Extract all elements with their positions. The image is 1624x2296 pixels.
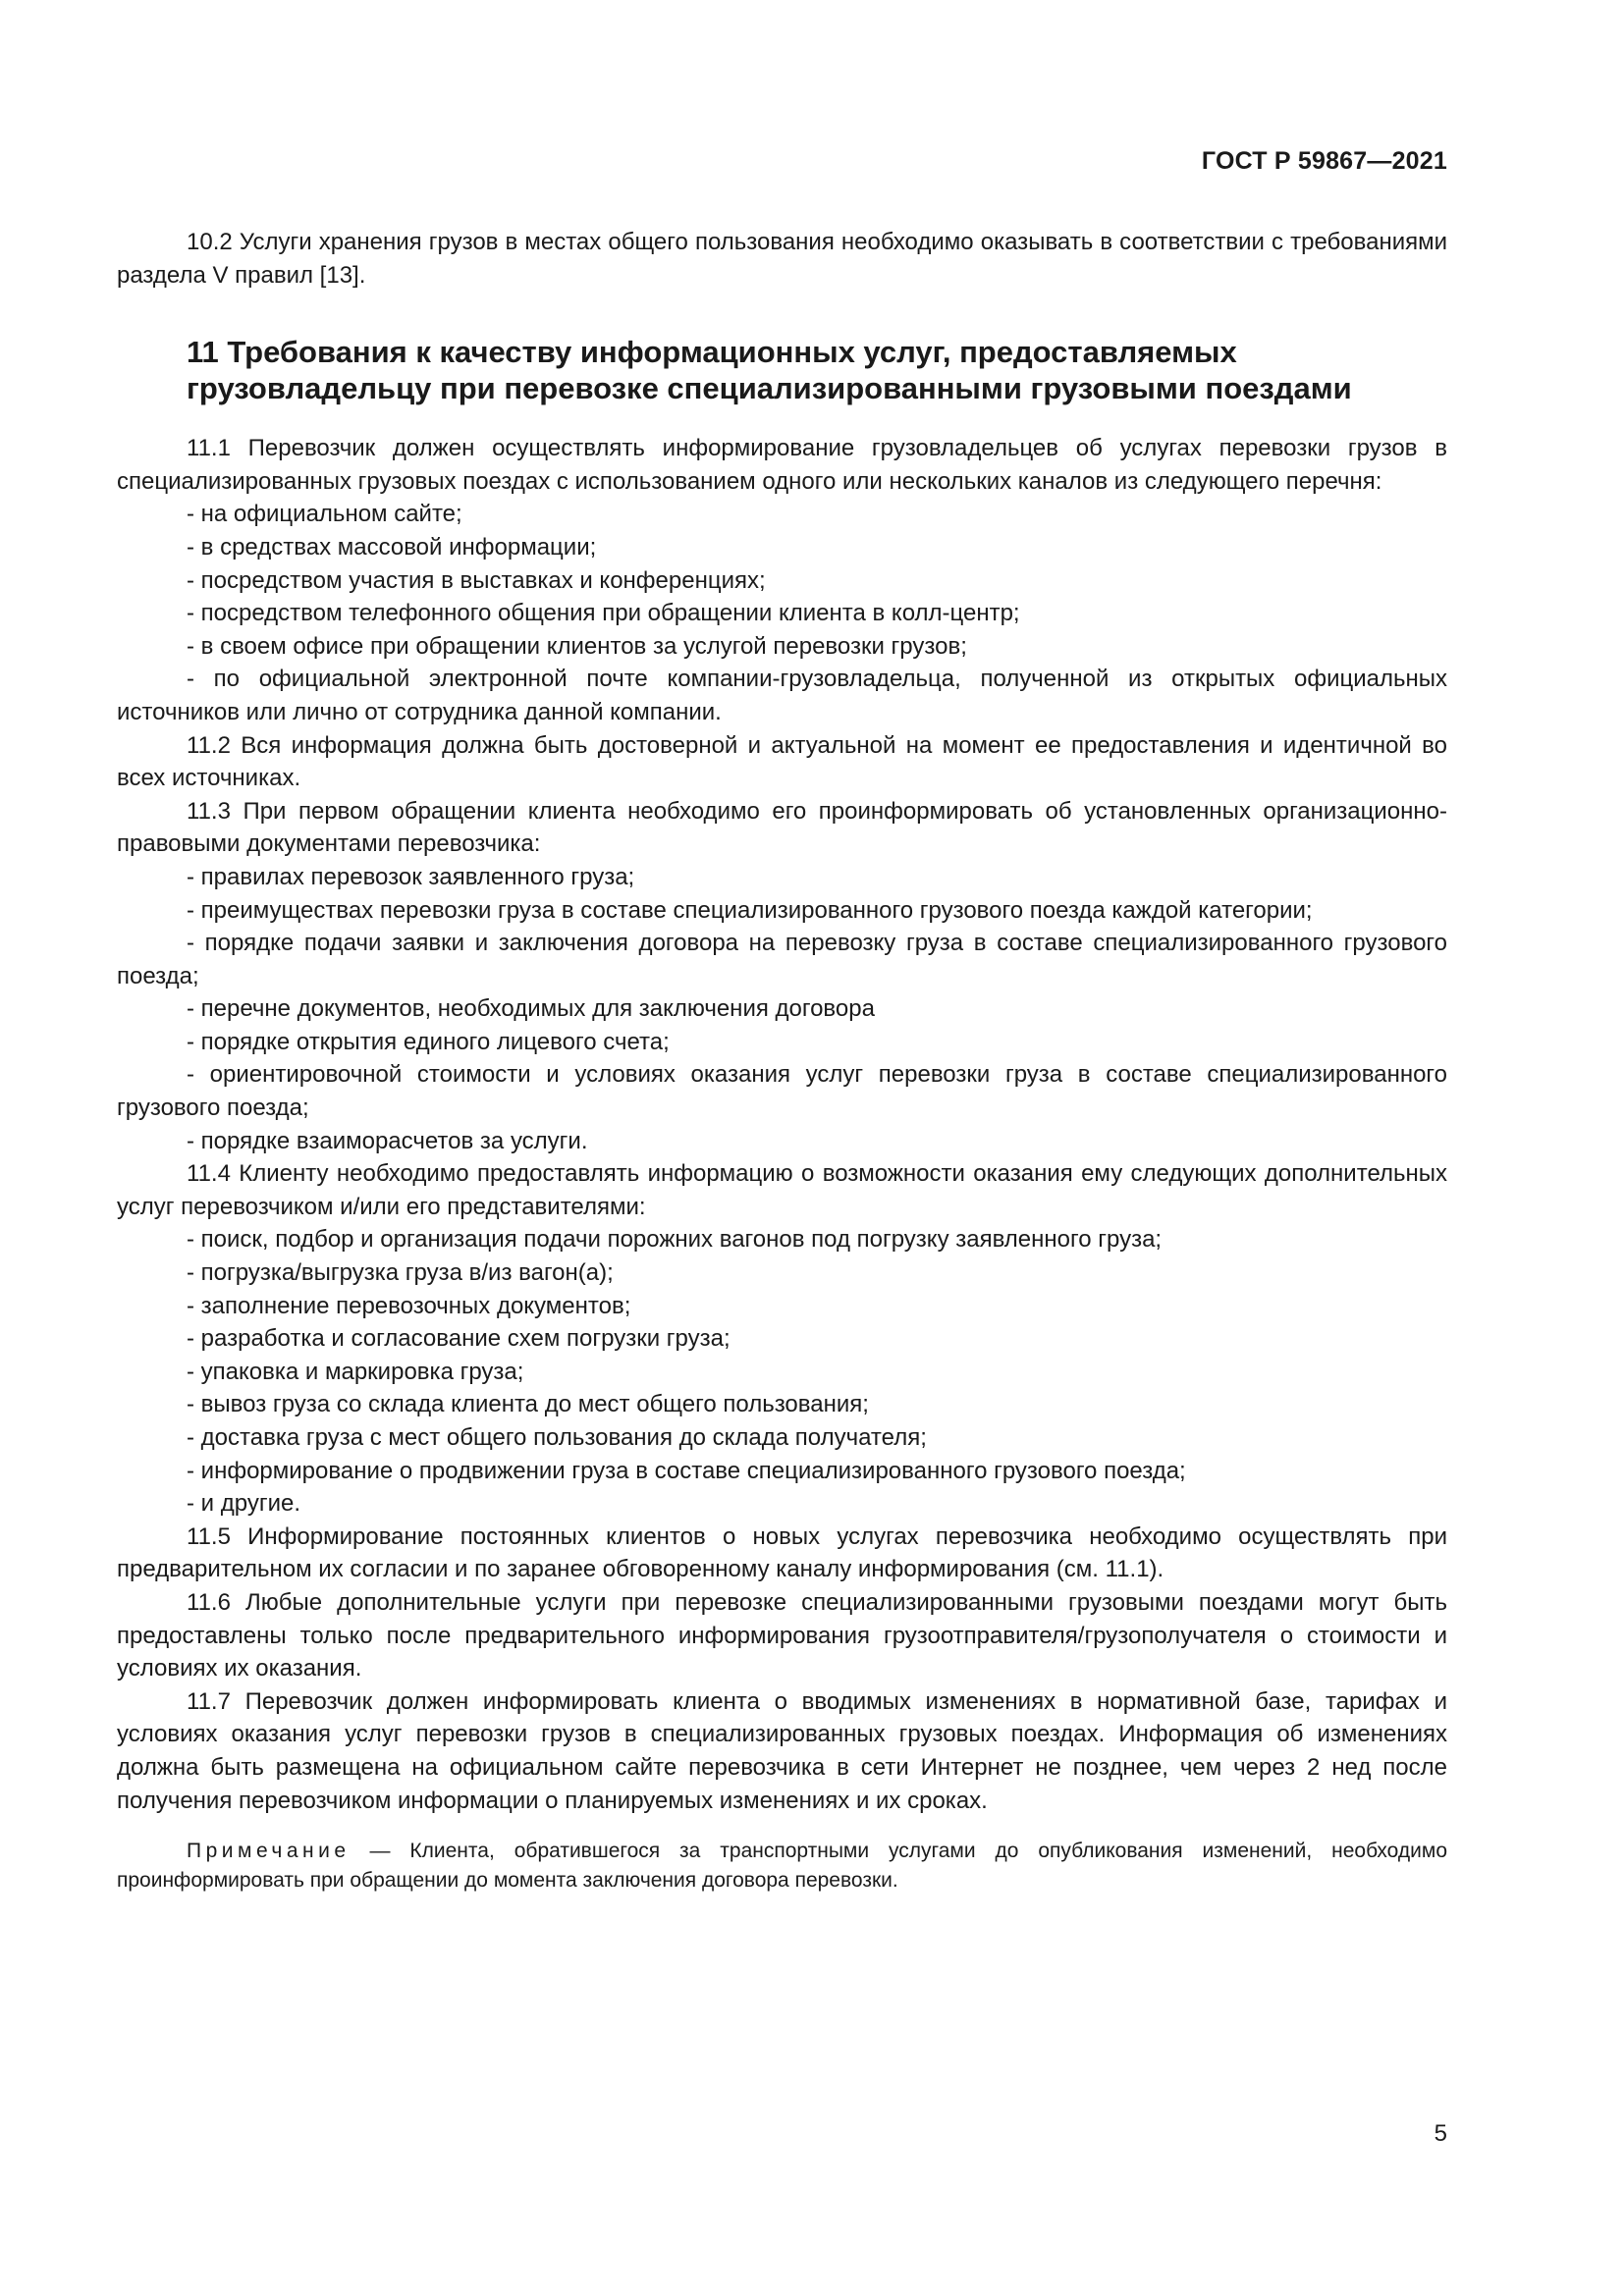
paragraph-11-5: 11.5 Информирование постоянных клиентов о новых услугах перевозчика необходимо осуществлять при предварительном их согласии и по заранее обговоренному каналу информирования (см. 11.1). — [117, 1522, 1447, 1583]
list-item: - порядке подачи заявки и заключения договора на перевозку груза в составе специализированного грузового поезда; — [117, 930, 1447, 989]
paragraph-11-7: 11.7 Перевозчик должен информировать клиента о вводимых изменениях в нормативной базе, тарифах и условиях оказания услуг перевозки грузов в специализированных грузовых поездах. Информация об изменениях должна быть размещена на официальном сайте перевозчика в сети Интернет не позднее, чем через 2 нед после получения перевозчиком информации о планируемых изменениях и их сроках. — [117, 1687, 1447, 1814]
list-item: - преимуществах перевозки груза в составе специализированного грузового поезда каждой категории; — [187, 896, 1313, 924]
note-text: — Клиента, обратившегося за транспортными услугами до опубликования изменений, необходимо проинформировать при обращении до момента заключения договора перевозки. — [117, 1840, 1447, 1893]
list-item: - упаковка и маркировка груза; — [187, 1358, 524, 1385]
list-item: - посредством участия в выставках и конференциях; — [187, 566, 766, 594]
list-item: - в средствах массовой информации; — [187, 533, 597, 561]
list-item: - поиск, подбор и организация подачи порожних вагонов под погрузку заявленного груза; — [187, 1226, 1163, 1254]
section-heading-11: 11 Требования к качеству информационных услуг, предоставляемых грузовладельцу при перевозке специализированными грузовыми поездами — [187, 335, 1352, 405]
list-item: - правилах перевозок заявленного груза; — [187, 863, 635, 890]
note — [117, 1837, 1447, 1896]
page-content — [117, 226, 1447, 1896]
list-item: - на официальном сайте; — [187, 501, 462, 528]
list-item: - разработка и согласование схем погрузки груза; — [187, 1325, 731, 1353]
paragraph-11-1: 11.1 Перевозчик должен осуществлять информирование грузовладельцев об услугах перевозки грузов в специализированных грузовых поездах с использованием одного или нескольких каналов из следующего перечня: — [117, 435, 1447, 495]
list-11-1 — [117, 498, 1447, 728]
list-item: - посредством телефонного общения при обращении клиента в колл-центр; — [187, 600, 1020, 627]
document-code: ГОСТ Р 59867—2021 — [1201, 147, 1447, 175]
paragraph-11-3: 11.3 При первом обращении клиента необходимо его проинформировать об установленных организационно-правовыми документами перевозчика: — [117, 797, 1447, 858]
list-11-4 — [117, 1223, 1447, 1520]
page-number: 5 — [1434, 2120, 1447, 2147]
paragraph-10-2: 10.2 Услуги хранения грузов в местах общего пользования необходимо оказывать в соответствии с требованиями раздела V правил [13]. — [117, 229, 1447, 289]
list-item: - перечне документов, необходимых для заключения договора — [187, 995, 875, 1023]
list-item: - погрузка/выгрузка груза в/из вагон(а); — [187, 1259, 614, 1287]
list-item: - по официальной электронной почте компании-грузовладельца, полученной из открытых официальных источников или лично от сотрудника данной компании. — [117, 666, 1447, 725]
list-item: - ориентировочной стоимости и условиях оказания услуг перевозки груза в составе специализированного грузового поезда; — [117, 1061, 1447, 1122]
paragraph-11-6: 11.6 Любые дополнительные услуги при перевозке специализированными грузовыми поездами могут быть предоставлены только после предварительного информирования грузоотправителя/грузополучателя о стоимости и условиях их оказания. — [117, 1588, 1447, 1682]
list-item: - доставка груза с мест общего пользования до склада получателя; — [187, 1424, 927, 1451]
paragraph-11-4: 11.4 Клиенту необходимо предоставлять информацию о возможности оказания ему следующих дополнительных услуг перевозчиком и/или его представителями: — [117, 1160, 1447, 1220]
note-label: Примечание — [187, 1840, 351, 1863]
list-item: - заполнение перевозочных документов; — [187, 1292, 631, 1319]
list-item: - информирование о продвижении груза в составе специализированного грузового поезда; — [187, 1457, 1186, 1484]
list-item: - вывоз груза со склада клиента до мест общего пользования; — [187, 1391, 869, 1418]
list-11-3 — [117, 861, 1447, 1157]
paragraph-11-2: 11.2 Вся информация должна быть достоверной и актуальной на момент ее предоставления и идентичной во всех источниках. — [117, 731, 1447, 792]
list-item: - и другие. — [187, 1490, 300, 1518]
list-item: - в своем офисе при обращении клиентов за услугой перевозки грузов; — [187, 632, 967, 660]
list-item: - порядке открытия единого лицевого счета; — [187, 1028, 670, 1055]
list-item: - порядке взаиморасчетов за услуги. — [187, 1127, 588, 1154]
